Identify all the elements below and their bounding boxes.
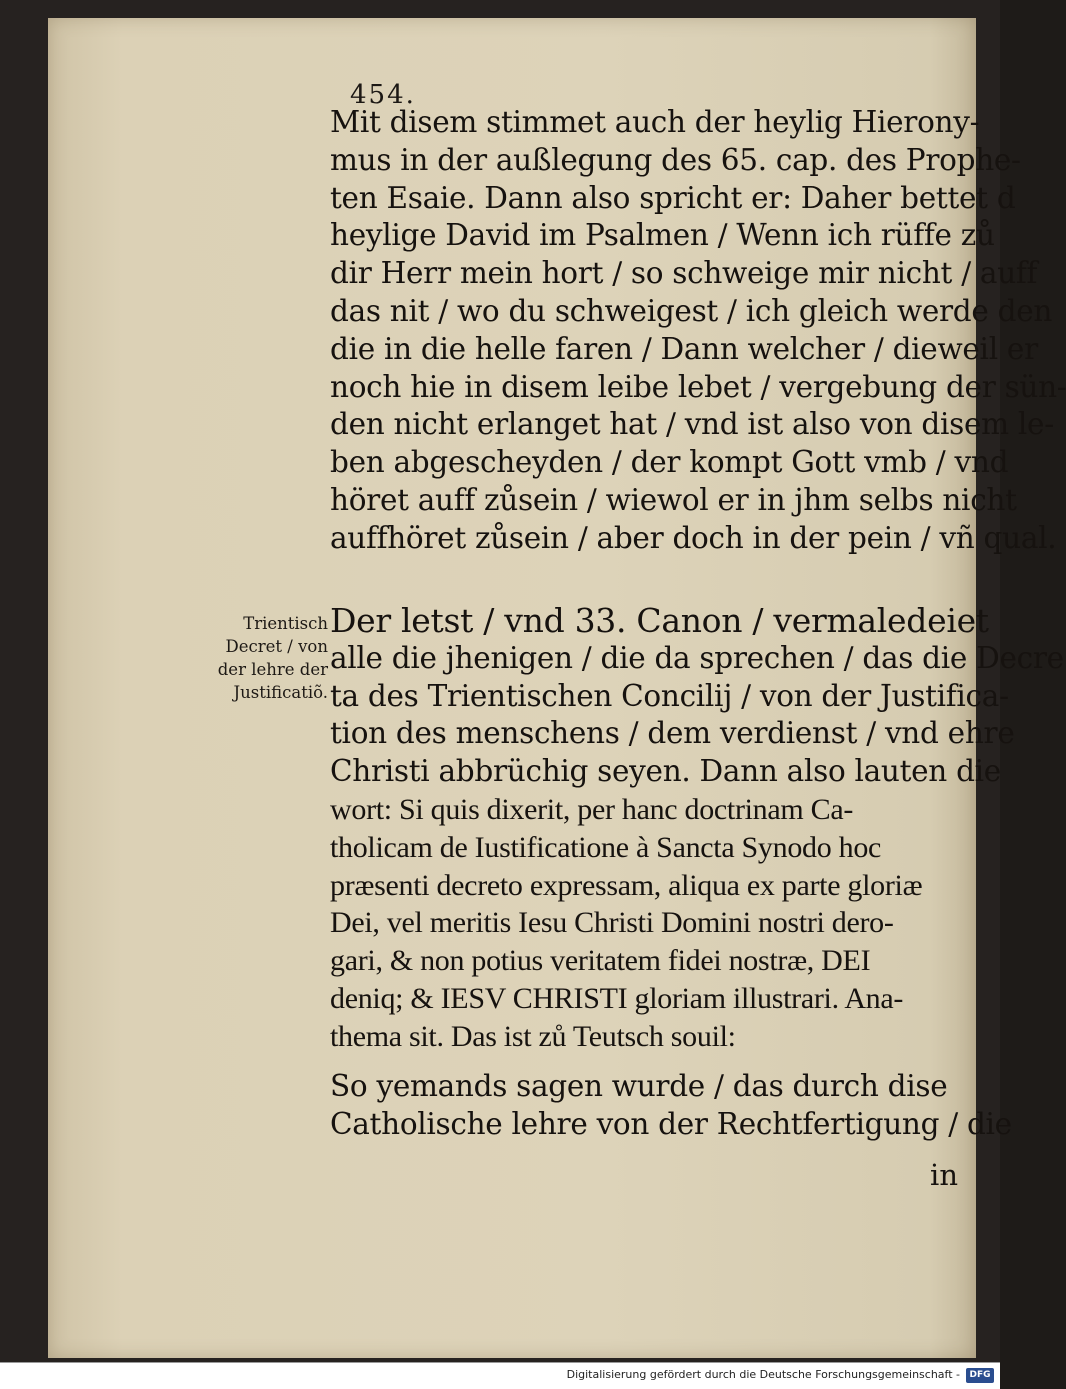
- marginal-line: Decret / von: [225, 637, 328, 656]
- footer-credit: Digitalisierung gefördert durch die Deutsche Forschungsgemeinschaft -: [566, 1368, 960, 1381]
- text-line: wort: Si quis dixerit, per hanc doctrinam Ca-: [330, 792, 854, 826]
- text-line: das nit / wo du schweigest / ich gleich werde den: [330, 293, 1053, 328]
- text-line: Dei, vel meritis Iesu Christi Domini nostri dero-: [330, 906, 894, 940]
- text-line: ta des Trientischen Concilij / von der Justifica-: [330, 678, 1009, 713]
- text-line: mus in der außlegung des 65. cap. des Prophe-: [330, 142, 1021, 177]
- text-line: gari, & non potius veritatem fidei nostræ, DEI: [330, 944, 871, 978]
- text-line: den nicht erlanget hat / vnd ist also von disem le-: [330, 407, 1054, 442]
- page-number: 454.: [350, 80, 416, 110]
- text-line: heylige David im Psalmen / Wenn ich rüffe zů: [330, 218, 995, 253]
- text-line: Mit disem stimmet auch der heylig Hierony-: [330, 105, 980, 139]
- text-line: tion des menschens / dem verdienst / vnd ehre: [330, 716, 1015, 751]
- marginal-line: Trientisch: [243, 614, 328, 633]
- text-line: So yemands sagen wurde / das durch dise: [330, 1069, 948, 1103]
- text-line: noch hie in disem leibe lebet / vergebung der sün-: [330, 369, 1066, 404]
- text-line: tholicam de Iustificatione à Sancta Synodo hoc: [330, 830, 882, 864]
- catchword: in: [930, 1158, 958, 1192]
- text-line: ten Esaie. Dann also spricht er: Daher bettet d: [330, 180, 1016, 215]
- paragraph-3: [330, 1068, 1012, 1144]
- text-line: alle die jhenigen / die da sprechen / das die Decre: [330, 640, 1064, 675]
- text-line: thema sit. Das ist zů Teutsch souil:: [330, 1019, 736, 1053]
- text-line: Catholische lehre von der Rechtfertigung / die: [330, 1106, 1012, 1141]
- marginal-line: Justificatiõ.: [233, 683, 328, 702]
- text-line: deniq; & IESV CHRISTI gloriam illustrari. Ana-: [330, 981, 904, 1015]
- paragraph-2: [330, 601, 1064, 1056]
- marginal-note: [180, 612, 328, 704]
- text-line: ben abgescheyden / der kompt Gott vmb / vnd: [330, 445, 1009, 480]
- paragraph-1: [330, 104, 1066, 558]
- text-line: höret auff zůsein / wiewol er in jhm selbs nicht: [330, 482, 1017, 517]
- text-line: Der letst / vnd 33. Canon / vermaledeiet: [330, 601, 989, 640]
- text-line: auffhöret zůsein / aber doch in der pein / vñ qual.: [330, 520, 1057, 555]
- book-page: [48, 18, 1066, 1358]
- footer-bar: [0, 1362, 1000, 1389]
- text-line: dir Herr mein hort / so schweige mir nicht / auff: [330, 256, 1038, 291]
- marginal-line: der lehre der: [217, 660, 328, 679]
- dfg-logo-icon: DFG: [966, 1368, 994, 1383]
- text-line: Christi abbrüchig seyen. Dann also lauten die: [330, 754, 1001, 789]
- text-line: die in die helle faren / Dann welcher / dieweil er: [330, 331, 1038, 366]
- text-line: præsenti decreto expressam, aliqua ex parte gloriæ: [330, 868, 923, 902]
